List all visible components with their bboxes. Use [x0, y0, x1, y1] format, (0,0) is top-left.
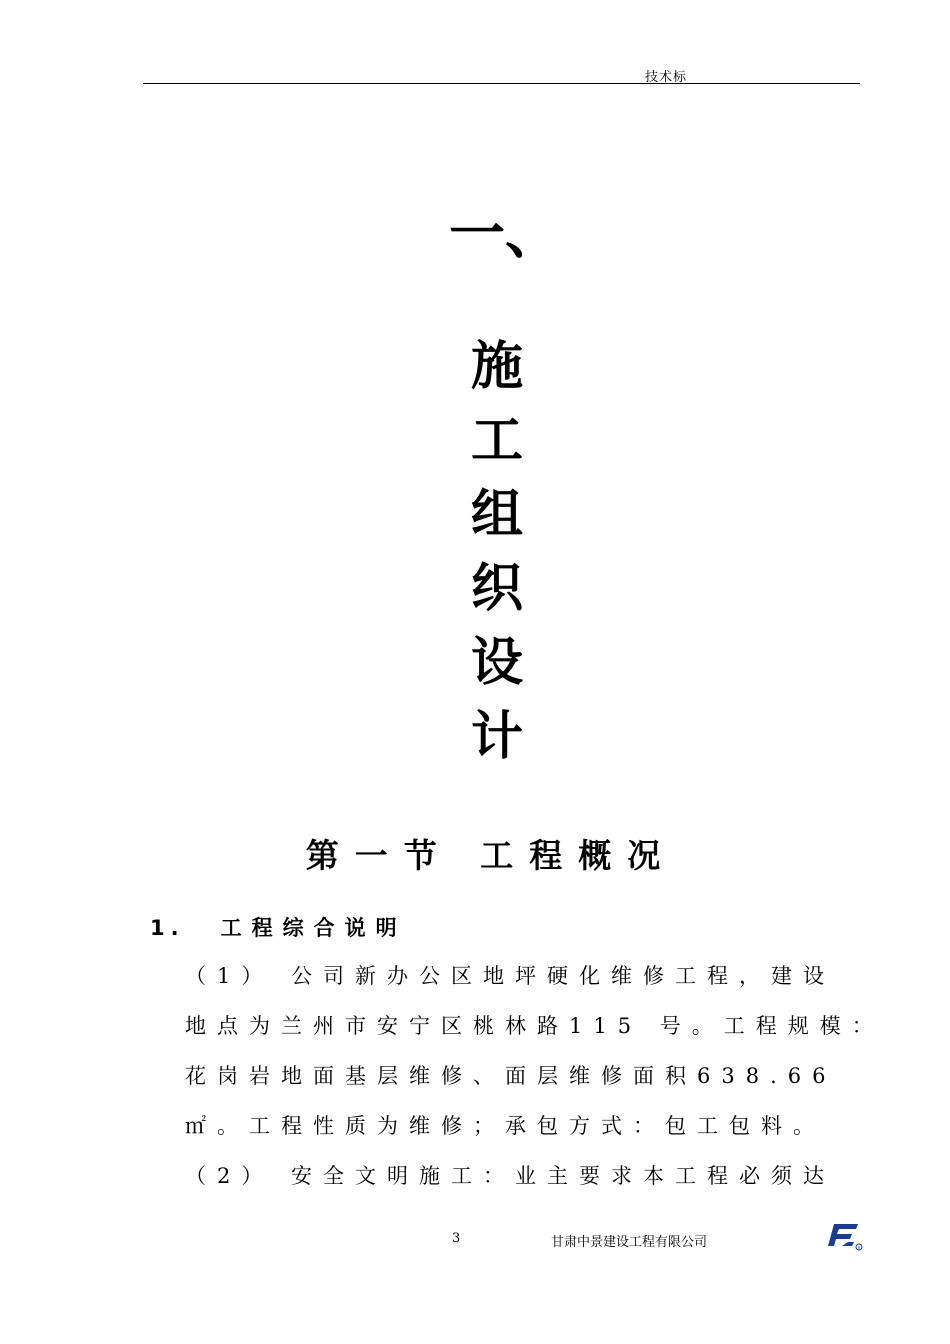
page-number: 3: [452, 1231, 461, 1246]
company-logo-icon: [824, 1220, 864, 1252]
chapter-title: [462, 330, 532, 774]
title-char: 施: [470, 337, 523, 397]
section-heading: 第一节 工程概况: [305, 836, 677, 875]
body-line: （2） 安全文明施工：业主要求本工程必须达: [185, 1164, 836, 1188]
subsection-heading: [150, 912, 407, 942]
body-line: （1） 公司新办公区地坪硬化维修工程，建设: [185, 964, 836, 988]
body-text: [185, 958, 884, 1208]
header-rule: [143, 83, 860, 84]
chapter-number: 一、: [449, 201, 561, 267]
title-char: 工: [470, 411, 523, 471]
title-char: 设: [470, 633, 523, 693]
header-label: 技术标: [645, 70, 688, 85]
svg-text:R: R: [857, 1245, 861, 1250]
body-line: 花岗岩地面基层维修、面层维修面积638.66: [185, 1064, 837, 1088]
subsection-number: 1.: [150, 916, 185, 940]
footer-company: 甘肃中景建设工程有限公司: [551, 1235, 708, 1250]
body-line: ㎡。工程性质为维修；承包方式：包工包料。: [185, 1114, 825, 1138]
subsection-title: 工程综合说明: [220, 916, 407, 940]
title-char: 组: [470, 485, 523, 545]
title-char: 织: [470, 559, 523, 619]
title-char: 计: [470, 707, 523, 767]
body-line: 地点为兰州市安宁区桃林路115 号。工程规模：: [185, 1014, 884, 1038]
